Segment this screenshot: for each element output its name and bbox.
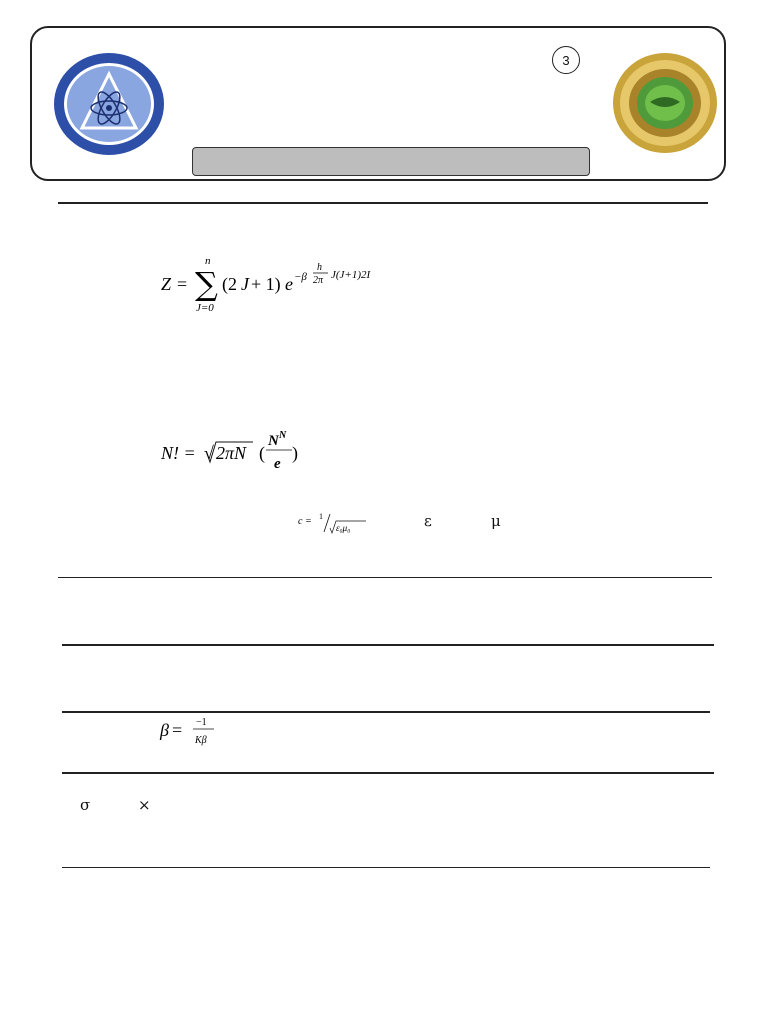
svg-text:J: J	[241, 274, 249, 294]
svg-text:): )	[292, 443, 298, 463]
svg-text:J(J+1)2I: J(J+1)2I	[331, 269, 371, 281]
svg-text:e: e	[285, 274, 293, 294]
svg-text:β: β	[160, 720, 169, 740]
svg-text:ε₀μ₀: ε₀μ₀	[336, 523, 351, 533]
svg-text:2πN: 2πN	[216, 443, 247, 463]
svg-text:N! =: N! =	[161, 443, 196, 463]
mu-symbol: μ	[491, 512, 501, 530]
speed-of-light-equation	[296, 510, 376, 540]
svg-text:∑: ∑	[195, 265, 218, 303]
stirling-equation	[158, 428, 318, 478]
svg-text:(: (	[259, 443, 265, 463]
epsilon-symbol: ε	[424, 512, 432, 530]
page-number: 3	[552, 46, 580, 74]
svg-text:J=0: J=0	[196, 302, 214, 314]
svg-text:n: n	[205, 255, 211, 267]
partition-function-equation	[155, 250, 405, 320]
title-bar	[192, 147, 590, 176]
times-symbol: ×	[138, 796, 151, 814]
svg-text:2π: 2π	[313, 275, 324, 286]
svg-text:e: e	[274, 456, 281, 472]
gold-wreath-seal-icon	[612, 52, 718, 154]
svg-text:−β: −β	[294, 271, 307, 283]
svg-text:=: =	[177, 274, 188, 294]
svg-text:(2: (2	[222, 274, 237, 294]
sigma-symbol: σ	[80, 796, 91, 814]
svg-text:√: √	[204, 443, 214, 463]
svg-text:+ 1): + 1)	[251, 274, 281, 294]
svg-text:Kβ: Kβ	[195, 735, 207, 746]
section-divider	[62, 644, 714, 646]
section-divider	[62, 867, 710, 868]
svg-text:N: N	[279, 430, 287, 441]
header-divider	[58, 202, 708, 204]
svg-text:c =: c =	[298, 516, 312, 527]
svg-text:N: N	[268, 433, 279, 449]
svg-text:1: 1	[319, 512, 323, 521]
university-seal-icon	[52, 52, 166, 156]
section-divider	[62, 772, 714, 774]
beta-equation	[158, 712, 228, 748]
svg-text:−1: −1	[196, 717, 207, 728]
svg-text:Z: Z	[161, 274, 172, 294]
svg-text:h: h	[317, 262, 322, 273]
svg-text:=: =	[172, 720, 183, 740]
section-divider	[58, 577, 712, 578]
